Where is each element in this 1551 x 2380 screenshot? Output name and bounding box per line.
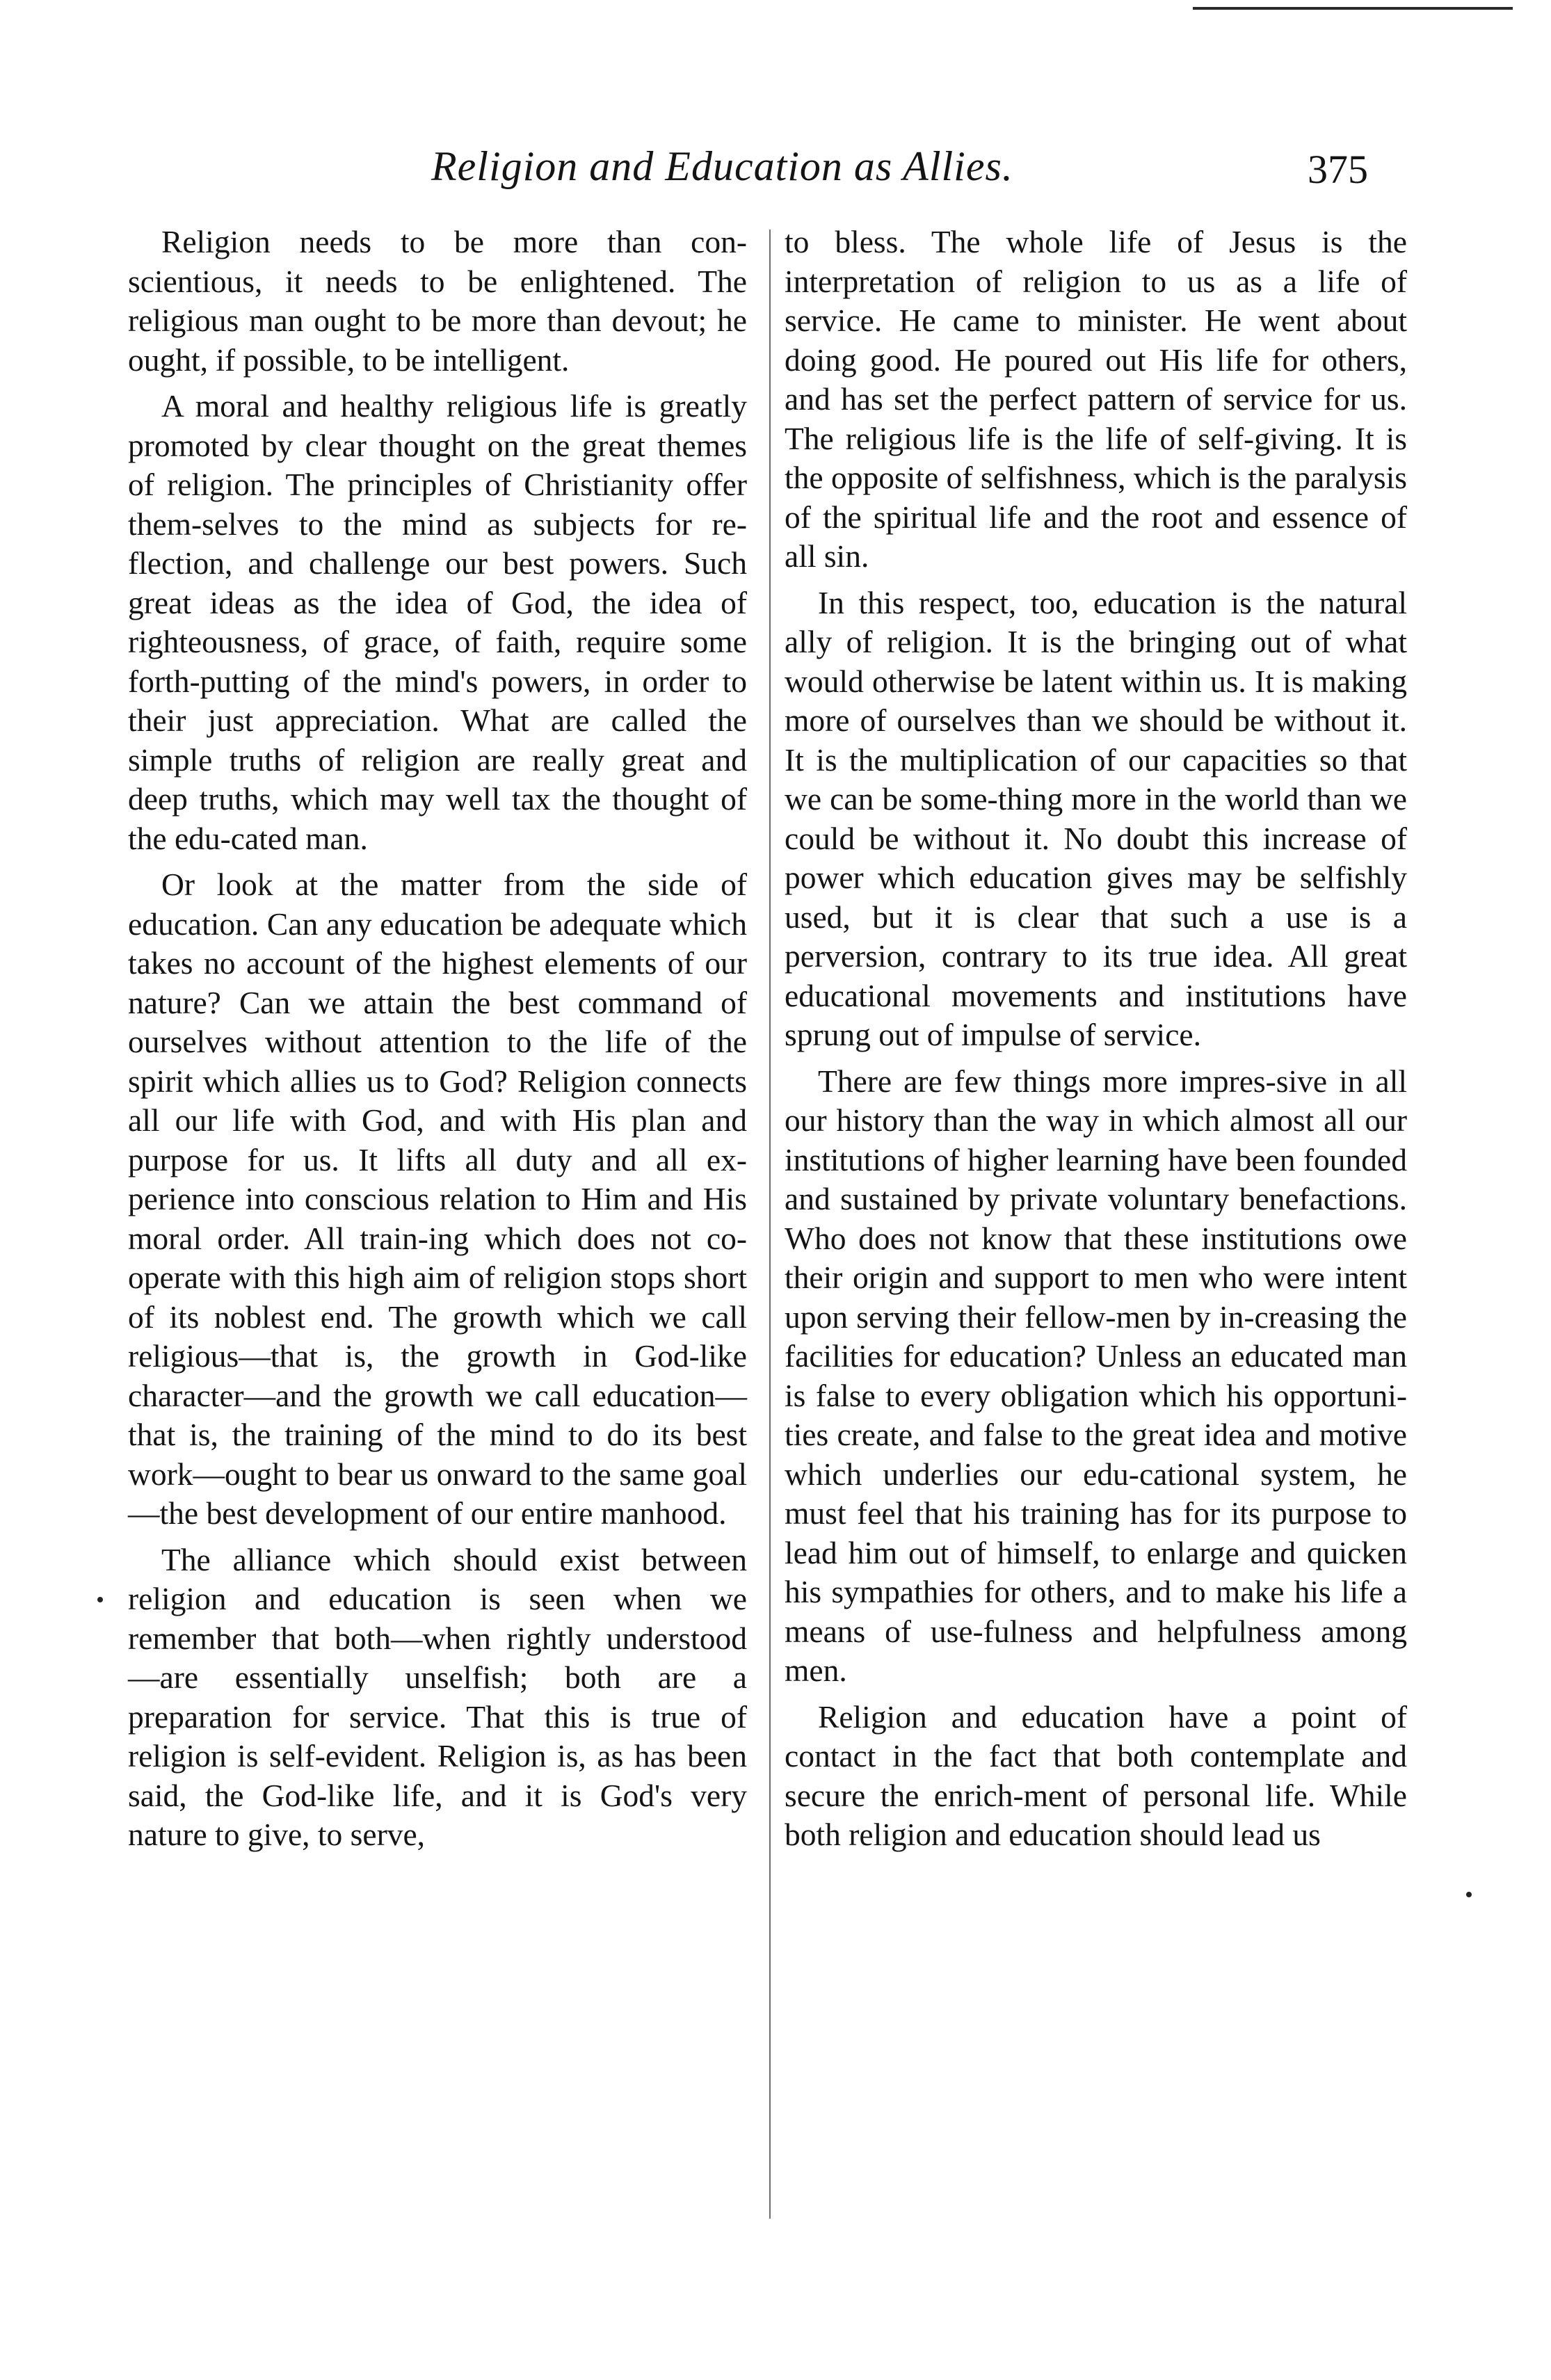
top-edge-rule [1193, 7, 1513, 10]
paragraph: Religion needs to be more than con-scientious, it needs to be enlightened. The religious man ought to be more than devout; he ought, if possible, to be intelligent. [128, 224, 747, 378]
page-number: 375 [1308, 147, 1368, 192]
margin-speck [97, 1597, 103, 1602]
running-title: Religion and Education as Allies. [431, 143, 1013, 189]
paragraph: In this respect, too, education is the natural ally of religion. It is the bringing out of what would otherwise be latent within us. It is making more of ourselves than we should be without it. It is the multiplication of our capacities so that we can be some-thing more in the world than we could be without it. No doubt this increase of power which education gives may be selfishly used, but it is clear that such a use is a perversion, contrary to its true idea. All great educational movements and institutions have sprung out of impulse of service. [785, 584, 1407, 1052]
paragraph: The alliance which should exist between religion and education is seen when we remember that both—when rightly understood—are essentially unselfish; both are a preparation for service. That this is true of religion is self-evident. Religion is, as has been said, the God-like life, and it is God's very nature to give, to serve, [128, 1541, 747, 1852]
running-head [0, 143, 1551, 198]
margin-speck [1466, 1892, 1472, 1897]
left-column [128, 223, 747, 1862]
column-divider [769, 230, 771, 2219]
paragraph: Or look at the matter from the side of education. Can any education be adequate which takes no account of the highest elements of our nature? Can we attain the best command of ourselves without attention to the life of the spirit which allies us to God? Religion connects all our life with God, and with His plan and purpose for us. It lifts all duty and all ex-perience into conscious relation to Him and His moral order. All train-ing which does not co-operate with this high aim of religion stops short of its noblest end. The growth which we call religious—that is, the growth in God-like character—and the growth we call education—that is, the training of the mind to do its best work—ought to bear us onward to the same goal—the best development of our entire manhood. [128, 867, 747, 1531]
paragraph-continued: to bless. The whole life of Jesus is the interpretation of religion to us as a life of service. He came to minister. He went about doing good. He poured out His life for others, and has set the perfect pattern of service for us. The religious life is the life of self-giving. It is the opposite of selfishness, which is the paralysis of the spiritual life and the root and essence of all sin. [785, 224, 1407, 574]
paragraph: A moral and healthy religious life is greatly promoted by clear thought on the great themes of religion. The principles of Christianity offer them-selves to the mind as subjects for re-flection, and challenge our best powers. Such great ideas as the idea of God, the idea of righteousness, of grace, of faith, require some forth-putting of the mind's powers, in order to their just appreciation. What are called the simple truths of religion are really great and deep truths, which may well tax the thought of the edu-cated man. [128, 388, 747, 856]
paragraph: Religion and education have a point of contact in the fact that both contemplate and secure the enrich-ment of personal life. While both religion and education should lead us [785, 1698, 1407, 1852]
right-column [785, 223, 1407, 1862]
paragraph: There are few things more impres-sive in all our history than the way in which almost all our institutions of higher learning have been founded and sustained by private voluntary benefactions. Who does not know that these institutions owe their origin and support to men who were intent upon serving their fellow-men by in-creasing the facilities for education? Unless an educated man is false to every obligation which his opportuni-ties create, and false to the great idea and motive which underlies our edu-cational system, he must feel that his training has for its purpose to lead him out of himself, to enlarge and quicken his sympathies for others, and to make his life a means of use-fulness and helpfulness among men. [785, 1063, 1407, 1688]
